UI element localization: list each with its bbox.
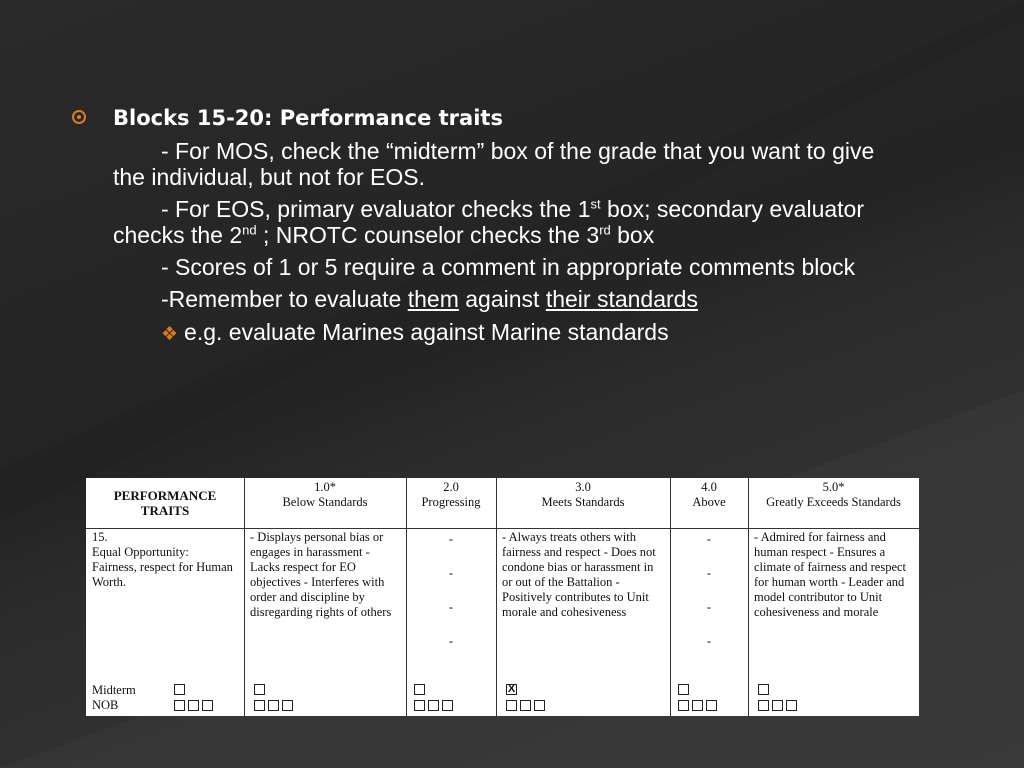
- grade-label: Greatly Exceeds Standards: [766, 495, 901, 509]
- circle-dot-icon: [72, 110, 86, 124]
- nob-checkboxes-grade-1[interactable]: [254, 700, 293, 711]
- grade-number: 1.0*: [314, 480, 336, 494]
- grade-number: 5.0*: [822, 480, 845, 494]
- diamond-quad-icon: ❖: [161, 324, 179, 345]
- nob-checkboxes-traits[interactable]: [174, 700, 213, 711]
- dash: -: [706, 600, 712, 614]
- midterm-checkbox-grade-5[interactable]: [758, 684, 769, 695]
- grade-column-4: [670, 478, 748, 716]
- midterm-checkbox-grade-4[interactable]: [678, 684, 689, 695]
- grade-header: [748, 480, 919, 510]
- dash: -: [706, 532, 712, 546]
- grade-header: [244, 480, 406, 510]
- slide-body: [72, 104, 902, 349]
- trait-cell: [92, 530, 240, 590]
- grade-column-5: [748, 478, 919, 716]
- nob-checkboxes-grade-5[interactable]: [758, 700, 797, 711]
- midterm-label: Midterm: [92, 683, 136, 697]
- grade-column-2: [406, 478, 496, 716]
- paragraph-remember: -Remember to evaluate them against their standards: [161, 286, 698, 312]
- midterm-checkbox-grade-1[interactable]: [254, 684, 265, 695]
- traits-header: PERFORMANCE TRAITS: [113, 488, 217, 518]
- grade-number: 2.0: [443, 480, 459, 494]
- trait-number: 15.: [92, 530, 108, 544]
- grade-5-description: - Admired for fairness and human respect - Ensures a climate of fairness and respect for human worth - Leader and model contributor to Unit cohesiveness and morale: [754, 530, 907, 619]
- nob-checkboxes-grade-4[interactable]: [678, 700, 717, 711]
- main-bullet: [72, 104, 902, 349]
- performance-traits-form: [86, 478, 919, 716]
- midterm-checkbox-grade-3[interactable]: X: [507, 683, 516, 695]
- grade-header: [670, 480, 748, 510]
- dash: -: [448, 532, 454, 546]
- grade-number: 4.0: [701, 480, 717, 494]
- grade-header: [406, 480, 496, 510]
- dash: -: [448, 600, 454, 614]
- nob-checkboxes-grade-2[interactable]: [414, 700, 453, 711]
- grade-column-1: [244, 478, 406, 716]
- sub-bullet: [161, 318, 902, 349]
- nob-label: NOB: [92, 698, 119, 712]
- paragraph-eos: - For EOS, primary evaluator checks the 1st box; secondary evaluator checks the 2nd ; NROTC counselor checks the 3rd box: [113, 196, 865, 248]
- grade-number: 3.0: [575, 480, 591, 494]
- grade-1-description: - Displays personal bias or engages in harassment - Lacks respect for EO objectives - Interferes with order and discipline by disregarding rights of others: [250, 530, 392, 619]
- grade-label: Above: [692, 495, 726, 509]
- trait-description: Fairness, respect for Human Worth.: [92, 560, 233, 589]
- dash: -: [706, 566, 712, 580]
- sub-bullet-text: e.g. evaluate Marines against Marine standards: [184, 319, 669, 345]
- grade-label: Meets Standards: [541, 495, 625, 509]
- grade-header: [496, 480, 670, 510]
- dash: -: [448, 634, 454, 648]
- midterm-checkbox-grade-2[interactable]: [414, 684, 425, 695]
- grade-label: Progressing: [421, 495, 481, 509]
- midterm-checkbox-traits[interactable]: [174, 684, 185, 695]
- paragraph-scores: - Scores of 1 or 5 require a comment in appropriate comments block: [161, 254, 856, 280]
- trait-name: Equal Opportunity:: [92, 545, 189, 559]
- nob-checkboxes-grade-3[interactable]: [506, 700, 545, 711]
- grade-3-description: - Always treats others with fairness and respect - Does not condone bias or harassment in or out of the Battalion - Positively contributes to Unit morale and cohesiveness: [502, 530, 656, 619]
- grade-label: Below Standards: [282, 495, 368, 509]
- grade-column-3: [496, 478, 670, 716]
- paragraph-mos: - For MOS, check the “midterm” box of the grade that you want to give the individual, but not for EOS.: [113, 138, 875, 190]
- slide-heading: Blocks 15-20: Performance traits: [113, 106, 503, 130]
- traits-column: [86, 478, 244, 716]
- dash: -: [448, 566, 454, 580]
- dash: -: [706, 634, 712, 648]
